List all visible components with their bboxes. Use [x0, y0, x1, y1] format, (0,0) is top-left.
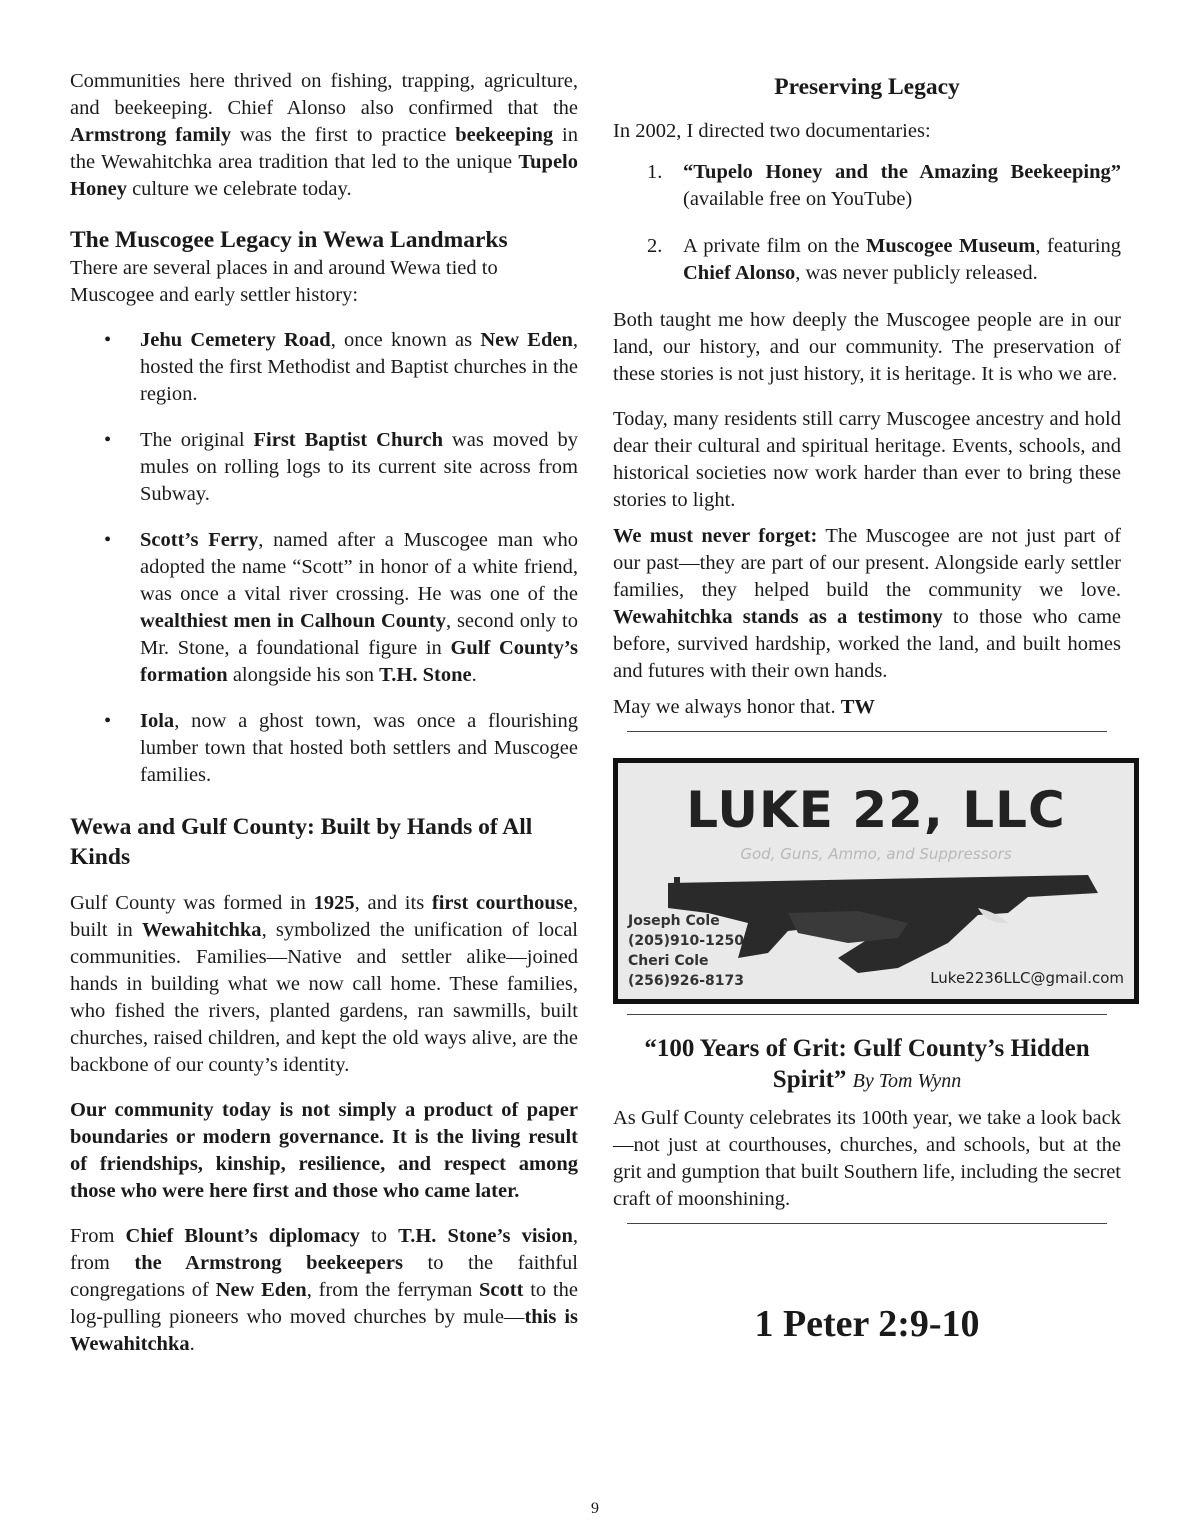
signoff-paragraph: May we always honor that. TW — [613, 696, 875, 718]
bullet-icon: • — [104, 529, 112, 551]
right-column — [613, 72, 1124, 1346]
list-item: 2. A private film on the Muscogee Museum, featuring Chief Alonso, was never publicly released. — [647, 235, 1121, 284]
scripture-reference: 1 Peter 2:9-10 — [754, 1303, 980, 1345]
page-number: 9 — [591, 1500, 599, 1517]
closing-paragraph: From Chief Blount’s diplomacy to T.H. Stone’s vision, from the Armstrong beekeepers to the faithful congregations of New Eden, from the ferryman Scott to the log-pulling pioneers who moved churches by mule—this is Wewahitchka. — [70, 1225, 579, 1355]
documentaries-list — [613, 159, 1121, 287]
ad-contact-name-1: Joseph Cole — [628, 913, 720, 929]
divider — [627, 1223, 1107, 1224]
grit-paragraph: As Gulf County celebrates its 100th year, we take a look back—not just at courthouses, churches, and schools, but at the grit and gumption that built Southern life, including the secret craft of moonshining. — [613, 1107, 1121, 1210]
divider — [627, 731, 1107, 732]
left-column — [70, 68, 578, 1358]
ad-tagline: God, Guns, Ammo, and Suppressors — [740, 845, 1012, 863]
bullet-icon: • — [104, 710, 112, 732]
ad-title: LUKE 22, LLC — [686, 781, 1066, 839]
list-item: • Iola, now a ghost town, was once a flourishing lumber town that hosted both settlers and Muscogee families. — [104, 710, 578, 786]
intro-paragraph: Communities here thrived on fishing, trapping, agriculture, and beekeeping. Chief Alonso also confirmed that the Armstrong family was the first to practice beekeeping in the Wewahitchka area tradition that led to the unique Tupelo Honey culture we celebrate today. — [70, 70, 578, 200]
byline: By Tom Wynn — [852, 1070, 962, 1092]
community-statement: Our community today is not simply a product of paper boundaries or modern governance. It is the living result of friendships, kinship, resilience, and respect among those who were here first and those who came later. — [70, 1099, 578, 1202]
grit-heading: “100 Years of Grit: Gulf County’s Hidden Spirit” By Tom Wynn — [644, 1035, 1090, 1093]
list-item: • The original First Baptist Church was moved by mules on rolling logs to its current site across from Subway. — [104, 429, 578, 505]
heritage-paragraph: Both taught me how deeply the Muscogee people are in our land, our history, and our community. The preservation of these stories is not just history, it is heritage. It is who we are. — [613, 309, 1121, 385]
ad-contact-phone-2: (256)926-8173 — [628, 973, 745, 989]
list-item: • Jehu Cemetery Road, once known as New Eden, hosted the first Methodist and Baptist churches in the region. — [104, 329, 578, 405]
landmarks-heading: The Muscogee Legacy in Wewa Landmarks — [70, 227, 508, 253]
bullet-icon: • — [104, 429, 112, 451]
gulf-county-paragraph: Gulf County was formed in 1925, and its first courthouse, built in Wewahitchka, symbolized the unification of local communities. Families—Native and settler alike—joined hands in building what we now call home. These families, who fished the rivers, planted gardens, ran sawmills, built churches, raised children, and kept the old ways alive, are the backbone of our county’s identity. — [70, 892, 578, 1076]
list-item: 1. “Tupelo Honey and the Amazing Beekeeping” (available free on YouTube) — [647, 161, 1121, 210]
ad-contact-phone-1: (205)910-1250 — [628, 933, 745, 949]
ad-contact-name-2: Cheri Cole — [628, 953, 709, 969]
landmarks-list — [70, 327, 578, 789]
built-heading: Wewa and Gulf County: Built by Hands of All Kinds — [70, 814, 533, 870]
luke22-advertisement — [613, 758, 1139, 1004]
ad-email: Luke2236LLC@gmail.com — [930, 969, 1124, 987]
bullet-icon: • — [104, 329, 112, 351]
preserving-heading: Preserving Legacy — [774, 74, 960, 100]
never-forget-paragraph: We must never forget: The Muscogee are not just part of our past—they are part of our present. Alongside early settler families, they helped build the community we love. Wewahitchka stands as a testimony to those who came before, survived hardship, worked the land, and built homes and futures with their own hands. — [613, 525, 1122, 682]
ancestry-paragraph: Today, many residents still carry Muscogee ancestry and hold dear their cultural and spiritual heritage. Events, schools, and historical societies now work harder than ever to bring these stories to light. — [613, 408, 1121, 511]
landmarks-intro: There are several places in and around Wewa tied to Muscogee and early settler history: — [70, 257, 498, 306]
list-item: • Scott’s Ferry, named after a Muscogee man who adopted the name “Scott” in honor of a white friend, was once a vital river crossing. He was one of the wealthiest men in Calhoun County, second only to Mr. Stone, a foundational figure in Gulf County’s formation alongside his son T.H. Stone. — [104, 529, 578, 686]
documentaries-intro: In 2002, I directed two documentaries: — [613, 120, 931, 142]
